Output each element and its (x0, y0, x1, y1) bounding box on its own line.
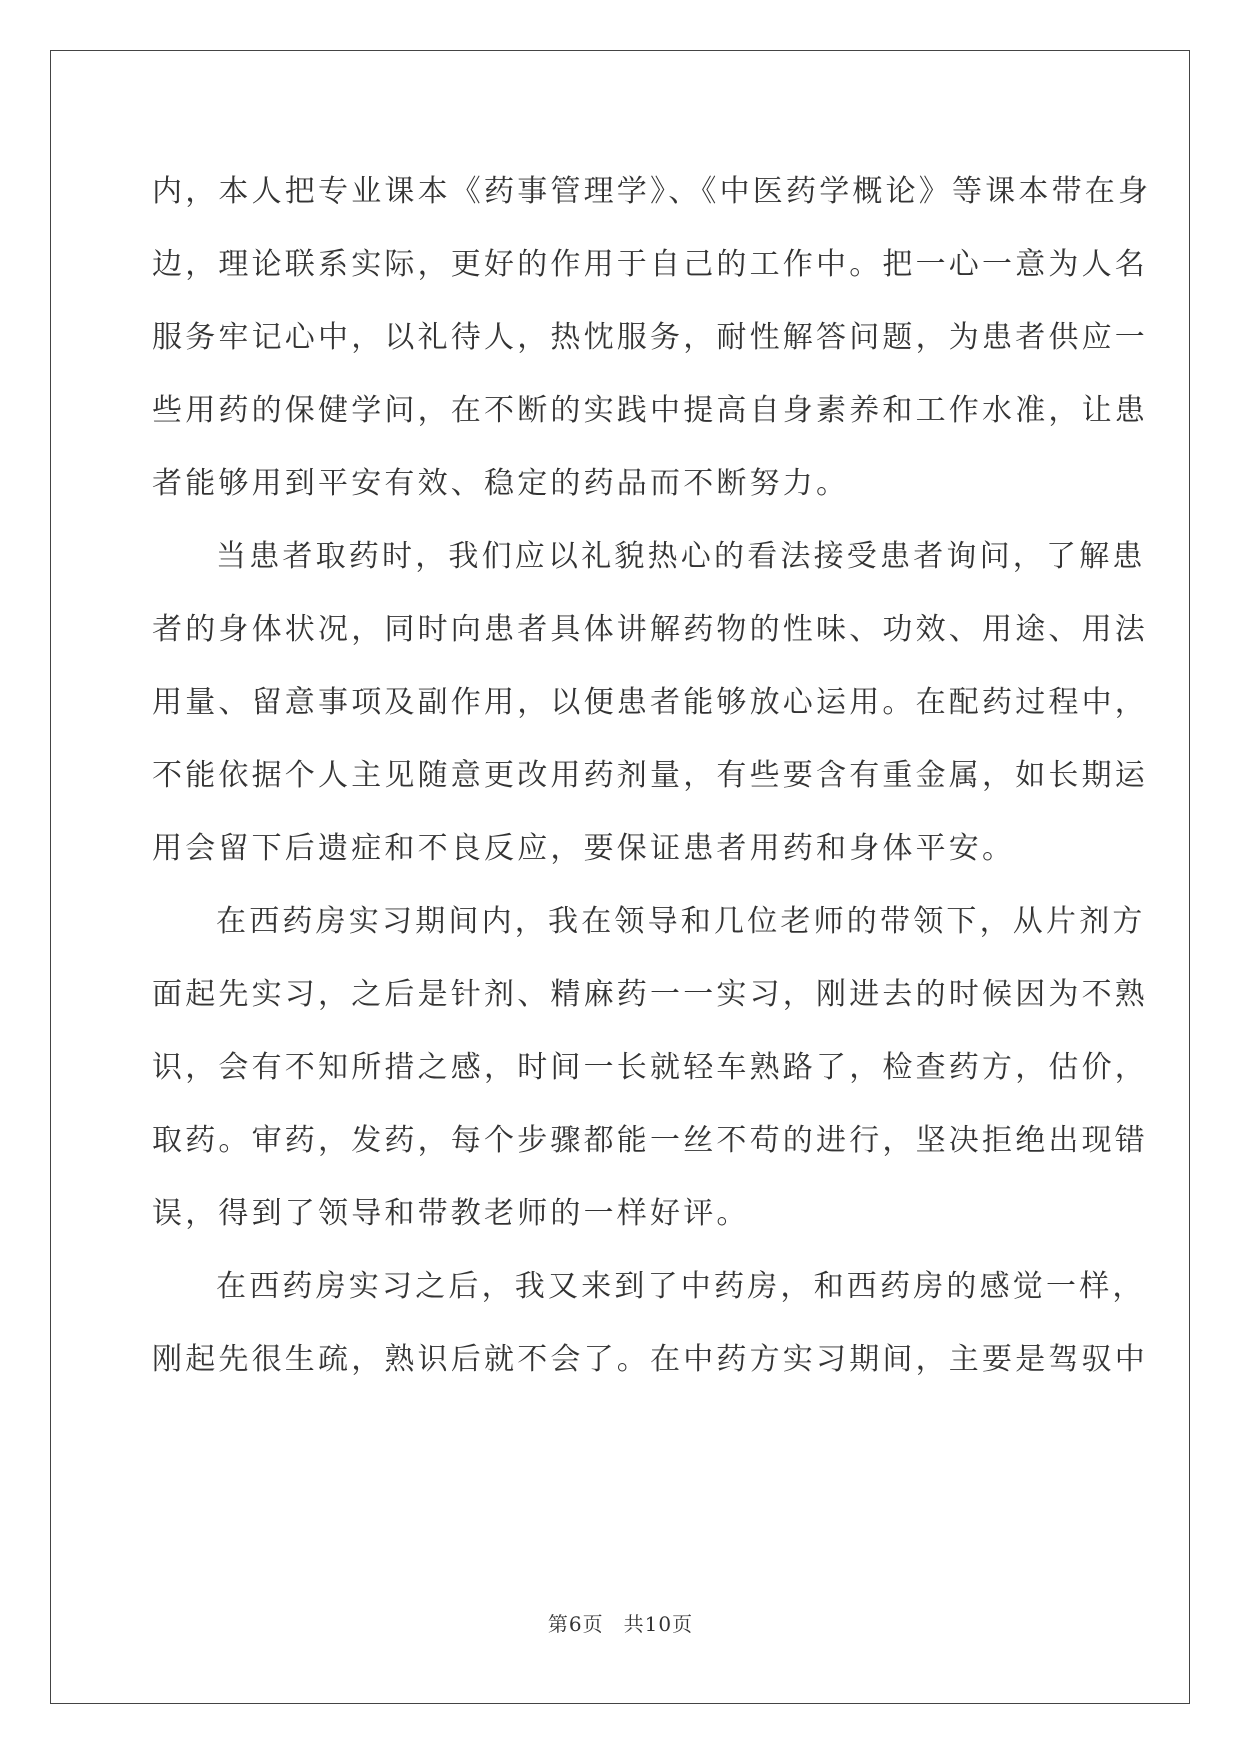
current-page-number: 第6页 (547, 1612, 604, 1636)
text-line: 取药。审药，发药，每个步骤都能一丝不苟的进行，坚决拒绝出现错 (152, 1123, 1148, 1158)
paragraph (152, 885, 1148, 1250)
text-line: 刚起先很生疏，熟识后就不会了。在中药方实习期间，主要是驾驭中 (152, 1342, 1148, 1377)
paragraph (152, 520, 1148, 885)
text-line: 在西药房实习之后，我又来到了中药房，和西药房的感觉一样， (216, 1269, 1146, 1304)
paragraph (152, 1250, 1148, 1396)
text-line: 者的身体状况，同时向患者具体讲解药物的性味、功效、用途、用法 (152, 612, 1148, 647)
text-line: 识，会有不知所措之感，时间一长就轻车熟路了，检查药方，估价， (152, 1050, 1148, 1085)
text-line: 内，本人把专业课本《药事管理学》、《中医药学概论》等课本带在身 (152, 174, 1152, 209)
text-line: 边，理论联系实际，更好的作用于自己的工作中。把一心一意为人名 (152, 247, 1148, 282)
text-line: 误，得到了领导和带教老师的一样好评。 (152, 1196, 750, 1231)
total-page-count: 共10页 (623, 1612, 694, 1636)
paragraph (152, 155, 1152, 520)
text-line: 者能够用到平安有效、稳定的药品而不断努力。 (152, 466, 850, 501)
page-footer (0, 1608, 1241, 1637)
text-line: 当患者取药时，我们应以礼貌热心的看法接受患者询问，了解患 (216, 539, 1146, 574)
text-line: 些用药的保健学问，在不断的实践中提高自身素养和工作水准，让患 (152, 393, 1148, 428)
text-line: 服务牢记心中，以礼待人，热忱服务，耐性解答问题，为患者供应一 (152, 320, 1148, 355)
text-line: 在西药房实习期间内，我在领导和几位老师的带领下，从片剂方 (216, 904, 1146, 939)
text-line: 面起先实习，之后是针剂、精麻药一一实习，刚进去的时候因为不熟 (152, 977, 1148, 1012)
text-line: 用量、留意事项及副作用，以便患者能够放心运用。在配药过程中， (152, 685, 1148, 720)
document-body (152, 155, 1152, 1396)
text-line: 用会留下后遗症和不良反应，要保证患者用药和身体平安。 (152, 831, 1016, 866)
text-line: 不能依据个人主见随意更改用药剂量，有些要含有重金属，如长期运 (152, 758, 1148, 793)
